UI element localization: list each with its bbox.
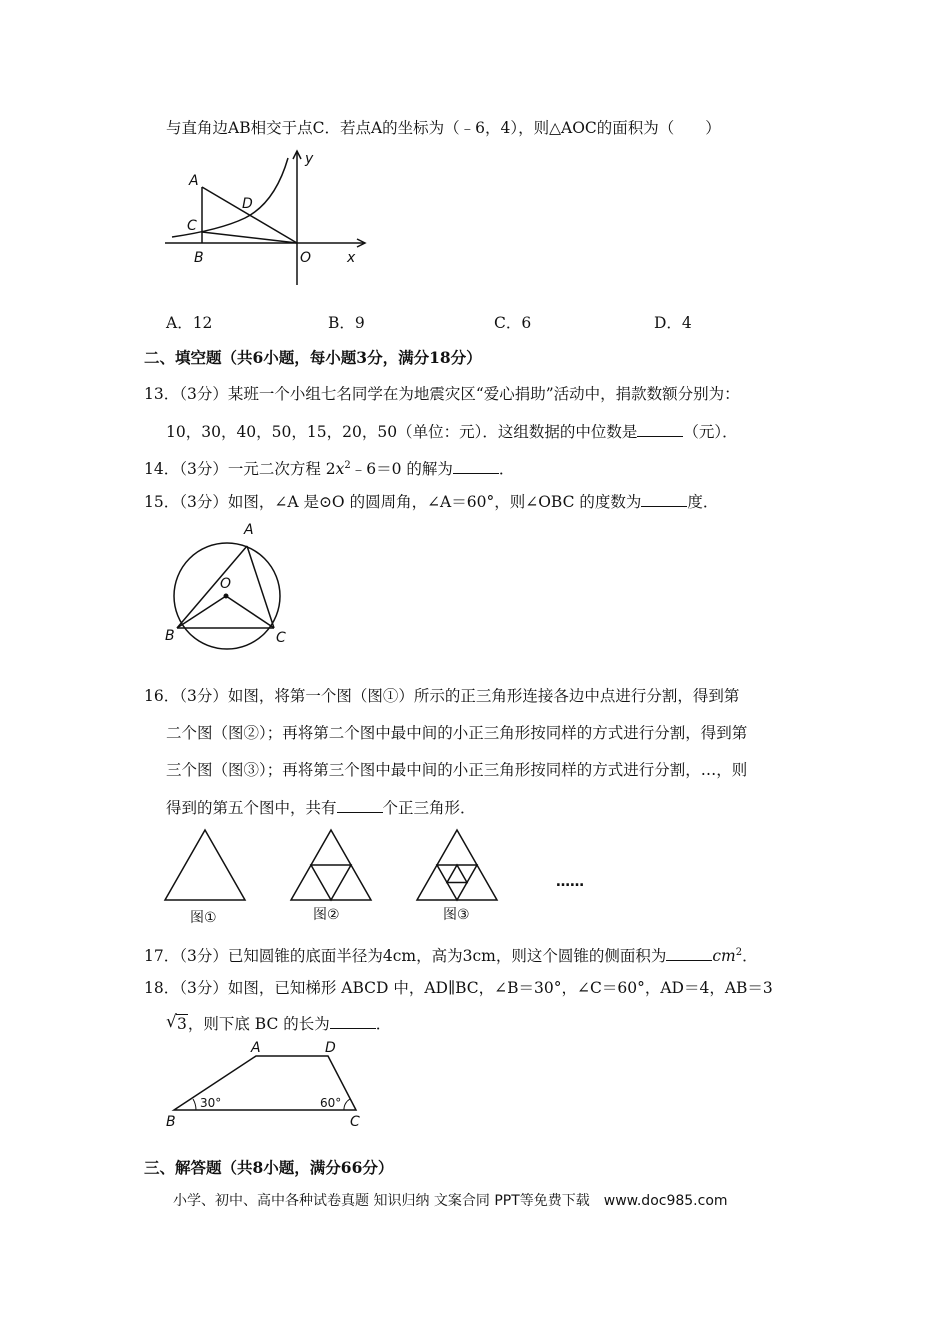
- q15-suffix: 度．: [687, 493, 719, 511]
- q16-line1: 16．（3分）如图，将第一个图（图①）所示的正三角形连接各边中点进行分割，得到第: [144, 687, 740, 705]
- answer-blank: [453, 459, 499, 474]
- label-d: D: [242, 196, 253, 212]
- label-c: C: [187, 218, 197, 234]
- q16-line3: 三个图（图③）；再将第三个图中最中间的小正三角形按同样的方式进行分割，…，则: [166, 761, 748, 779]
- q12-text: 与直角边AB相交于点C．若点A的坐标为（﹣6，4），则△AOC的面积为（ ）: [166, 119, 721, 137]
- label-a: A: [244, 522, 254, 538]
- q13-text: 10，30，40，50，15，20，50（单位：元）．这组数据的中位数是: [166, 423, 638, 441]
- answer-blank: [337, 798, 383, 813]
- sqrt-arg: 3: [177, 1015, 187, 1033]
- q17-unit: cm: [712, 947, 736, 966]
- q16-triangle-figures: [160, 826, 600, 926]
- caption-figure-1: 图①: [190, 910, 217, 926]
- label-b: B: [165, 628, 175, 644]
- label-b: B: [166, 1114, 176, 1130]
- q15-text: 15．（3分）如图，∠A 是⊙O 的圆周角，∠A＝60°，则∠OBC 的度数为: [144, 493, 642, 511]
- q12-option-a: A．12: [166, 314, 213, 332]
- figure-3-inner-triangle: [447, 865, 467, 883]
- label-x: x: [347, 250, 356, 266]
- label-a: A: [251, 1040, 261, 1056]
- section-2-title: 二、填空题（共6小题，每小题3分，满分18分）: [144, 348, 482, 367]
- q14-line: [144, 456, 514, 479]
- q18-end: ．: [375, 1015, 392, 1033]
- q16-text: 得到的第五个图中，共有: [166, 799, 337, 817]
- q18-line1: 18．（3分）如图，已知梯形 ABCD 中，AD∥BC，∠B＝30°，∠C＝60°，AD＝4，AB＝3: [144, 979, 773, 997]
- caption-figure-3: 图③: [443, 907, 470, 923]
- q14-suffix: ﹣6＝0 的解为: [350, 460, 453, 479]
- sqrt-sign: √: [166, 1012, 177, 1032]
- q18-trapezoid-figure: [160, 1040, 370, 1134]
- q12-coordinate-figure: [160, 148, 375, 288]
- angle-c-label: 60°: [320, 1096, 342, 1110]
- segment-oc: [226, 596, 274, 628]
- label-c: C: [350, 1114, 360, 1130]
- q14-prefix: 14．（3分）一元二次方程 2: [144, 460, 336, 479]
- label-o: O: [300, 250, 312, 266]
- q17-text: 17．（3分）已知圆锥的底面半径为4cm，高为3cm，则这个圆锥的侧面积为: [144, 947, 667, 966]
- answer-blank: [666, 946, 712, 961]
- q13-unit: （元）．: [683, 423, 738, 441]
- center-point: [224, 594, 229, 599]
- q12-option-c: C．6: [494, 314, 532, 332]
- label-o: O: [220, 576, 232, 592]
- q12-option-b: B．9: [328, 314, 365, 332]
- label-a: A: [189, 173, 199, 189]
- footer-text: 小学、初中、高中各种试卷真题 知识归纳 文案合同 PPT等免费下载 www.doc985.com: [173, 1193, 728, 1209]
- q15-line: [144, 492, 718, 512]
- angle-b-arc: [193, 1099, 196, 1110]
- angle-c-arc: [344, 1099, 350, 1110]
- answer-blank: [641, 492, 687, 507]
- label-y: y: [305, 151, 314, 167]
- q17-exp: 2: [735, 947, 743, 958]
- q16-line4: [166, 798, 476, 818]
- q16-line2: 二个图（图②）；再将第二个图中最中间的小正三角形按同样的方式进行分割，得到第: [166, 724, 748, 742]
- q15-circle-figure: [160, 518, 300, 648]
- segment-co: [202, 232, 297, 243]
- section-3-title: 三、解答题（共8小题，满分66分）: [144, 1158, 394, 1177]
- q18-line2: [166, 1014, 391, 1034]
- q14-end: ．: [498, 460, 515, 479]
- label-c: C: [276, 630, 286, 646]
- q18-text: ，则下底 BC 的长为: [187, 1015, 330, 1033]
- figure-2-mid-triangle: [311, 865, 351, 900]
- q14-exp: 2: [344, 460, 351, 471]
- q17-line: [144, 943, 758, 966]
- q12-option-d: D．4: [654, 314, 692, 332]
- figure-1-triangle: [165, 830, 245, 900]
- label-b: B: [194, 250, 204, 266]
- sqrt-expression: [166, 1014, 188, 1034]
- q14-var: x: [335, 460, 345, 479]
- answer-blank: [637, 422, 683, 437]
- segment-ab: [177, 546, 247, 628]
- q17-end: ．: [742, 947, 758, 966]
- q13-line2: [166, 422, 738, 442]
- label-d: D: [325, 1040, 336, 1056]
- caption-figure-2: 图②: [313, 907, 340, 923]
- answer-blank: [330, 1014, 376, 1029]
- segment-ob: [177, 596, 226, 628]
- q13-line1: 13．（3分）某班一个小组七名同学在为地震灾区“爱心捐助”活动中，捐款数额分别为：: [144, 385, 740, 403]
- segment-ac: [247, 546, 274, 628]
- q16-text-end: 个正三角形．: [382, 799, 476, 817]
- angle-b-label: 30°: [200, 1096, 222, 1110]
- ellipsis: ……: [556, 874, 584, 890]
